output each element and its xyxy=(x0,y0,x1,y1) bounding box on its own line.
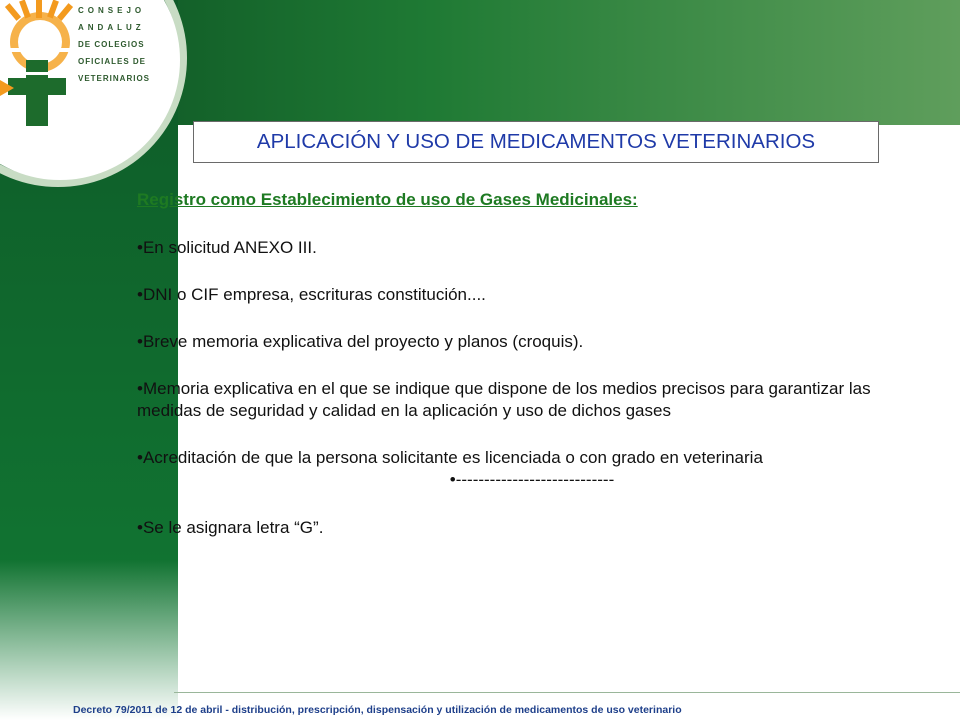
logo-text xyxy=(78,6,150,91)
bullet-item: •Memoria explicativa en el que se indique que dispone de los medios precisos para garantizar las medidas de seguridad y calidad en la aplicación y uso de dichos gases xyxy=(137,379,871,420)
bullet-item: •Breve memoria explicativa del proyecto y planos (croquis). xyxy=(137,332,584,351)
bullet-item: •En solicitud ANEXO III. xyxy=(137,238,317,257)
logo-line: DE COLEGIOS xyxy=(78,40,145,49)
slide-title-box xyxy=(193,121,879,163)
slide-title: APLICACIÓN Y USO DE MEDICAMENTOS VETERINARIOS xyxy=(256,130,816,153)
dashes-bullet: •---------------------------- xyxy=(449,470,615,489)
bullet-item: •Se le asignara letra “G”. xyxy=(137,518,324,537)
slide-content xyxy=(137,189,937,564)
footer-divider xyxy=(174,692,960,693)
footer-text: Decreto 79/2011 de 12 de abril - distribución, prescripción, dispensación y utilización de medicamentos de uso veterinario xyxy=(73,704,682,716)
logo-line: CONSEJO xyxy=(78,6,146,15)
logo-line: VETERINARIOS xyxy=(78,74,151,83)
logo-line: ANDALUZ xyxy=(78,23,145,32)
logo-line: OFICIALES DE xyxy=(78,57,147,66)
bullet-item: •Acreditación de que la persona solicitante es licenciada o con grado en veterinaria xyxy=(137,448,763,467)
section-heading: Registro como Establecimiento de uso de Gases Medicinales: xyxy=(137,190,638,209)
cross-icon xyxy=(8,60,66,126)
bullet-item: •DNI o CIF empresa, escrituras constitución.... xyxy=(137,285,486,304)
